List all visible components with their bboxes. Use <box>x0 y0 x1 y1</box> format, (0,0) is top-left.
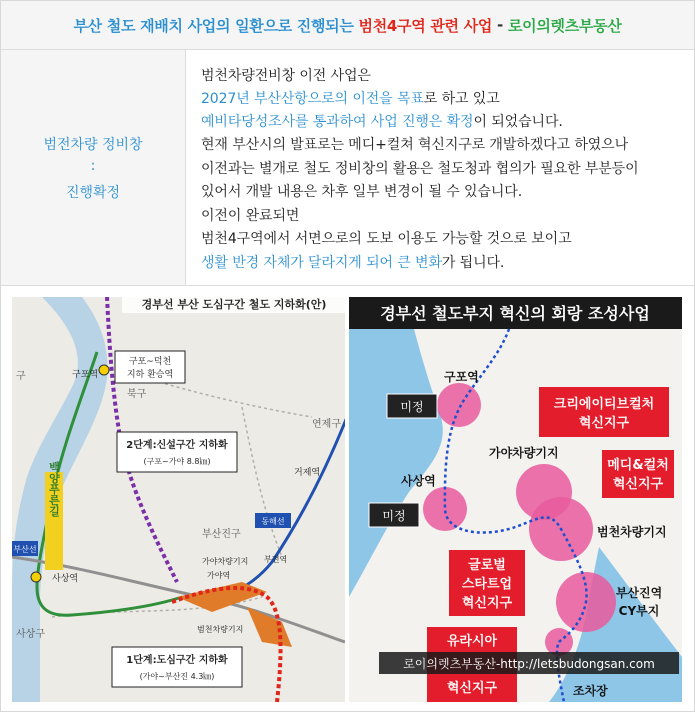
busanjin-l1: 부산진역 <box>615 586 663 600</box>
place-jocha: 조차장 <box>573 684 608 698</box>
stage1-sub: (가야~부산진 4.3㎞) <box>139 672 215 681</box>
content-line-6: 있어서 개발 내용은 차후 일부 변경이 될 수 있습니다. <box>201 184 523 200</box>
busanjin-l2: CY부지 <box>618 604 660 618</box>
content-line-7: 이전이 완료되면 <box>201 208 300 224</box>
title-dash: - <box>497 16 503 34</box>
tag-mijeong-1-label: 미정 <box>400 400 424 414</box>
left-caption: 경부선 부산 도심구간 철도 지하화(안) <box>141 298 327 311</box>
district-busanjin: 부산진구 <box>202 529 241 540</box>
box-global-l2: 스타트업 <box>461 577 513 592</box>
gupo-marker <box>99 365 109 375</box>
box-stage2 <box>117 432 237 472</box>
right-map <box>349 297 682 702</box>
station-gaya: 가야역 <box>207 571 231 580</box>
content-text: 로 하고 있고 <box>423 91 500 107</box>
content-line-2 <box>201 88 500 108</box>
box-gupo-line1: 구포~덕천 <box>128 357 172 367</box>
busan-line-label: 부산선 <box>13 545 37 554</box>
content-highlight: 예비타당성조사를 통과하여 사업 진행은 확정 <box>201 114 474 130</box>
station-geoje: 거제역 <box>294 468 321 478</box>
content-cell <box>186 50 694 286</box>
box-global-l1: 글로벌 <box>468 558 506 573</box>
label-line-3: 진행확정 <box>65 185 121 201</box>
station-bujeon: 부전역 <box>264 555 288 564</box>
content-highlight: 생활 반경 자체가 달라지게 되어 큰 변화 <box>201 255 442 271</box>
district-buk: 북구 <box>127 389 147 400</box>
box-global-l3: 혁신지구 <box>461 596 513 611</box>
depot-gaya: 가야차량기지 <box>489 446 559 460</box>
river-road-label: 백양푸른길 <box>47 461 61 517</box>
label-line-1: 범전차량 정비창 <box>43 137 143 153</box>
district-yeonje: 연제구 <box>312 419 341 430</box>
right-caption: 경부선 철도부지 혁신의 회랑 조성사업 <box>380 304 650 323</box>
right-map-graphic <box>349 297 682 702</box>
box-creative-l1: 크리에이티브컬처 <box>553 397 655 412</box>
label-cell <box>1 50 186 286</box>
gaya-depot-shape <box>177 582 267 612</box>
content-text: 가 됩니다. <box>441 255 505 271</box>
station-gupo: 구포역 <box>72 370 99 380</box>
content-highlight: 2027년 부산산항으로의 이전을 목표 <box>201 91 424 107</box>
content-line-5: 이전과는 별개로 철도 정비창의 활용은 철도청과 협의가 필요한 부분등이 <box>201 161 639 177</box>
title-part-blue: 부산 철도 재배치 사업의 일환으로 진행되는 <box>73 16 354 35</box>
box-gupo-line2: 지하 환승역 <box>126 370 174 380</box>
content-line-1: 범천차량전비창 이전 사업은 <box>201 68 371 84</box>
left-map <box>12 297 345 702</box>
box-creative-l2: 혁신지구 <box>578 416 630 431</box>
content-line-9 <box>201 252 504 272</box>
title-part-green: 로이의렛츠부동산 <box>507 16 622 35</box>
district-sasang: 사상구 <box>16 629 45 640</box>
table-title-row <box>1 1 694 50</box>
depot-beomcheon: 범천차량기지 <box>597 525 667 539</box>
station-sasang: 사상역 <box>401 474 436 488</box>
map-image <box>12 297 682 702</box>
sasang-marker <box>31 572 41 582</box>
stage2-sub: (구포~가야 8.8㎞) <box>143 457 211 466</box>
district-gu: 구 <box>16 371 26 382</box>
content-line-3 <box>201 111 563 131</box>
box-eurasia-l2: 혁신지구 <box>446 681 498 696</box>
title-part-red: 범천4구역 관련 사업 <box>358 16 493 35</box>
box-eurasia-l1: 유라시아 <box>446 634 498 649</box>
donghae-label: 동해선 <box>261 517 285 526</box>
stage1-title: 1단계:도심구간 지하화 <box>126 655 228 666</box>
label-line-2: : <box>90 158 96 174</box>
box-medi-l1: 메디&컬처 <box>607 458 669 473</box>
stage2-title: 2단계:신설구간 지하화 <box>126 440 228 451</box>
beomcheon-depot-shape <box>247 607 292 647</box>
depot-beomcheon-label: 범천차량기지 <box>197 625 244 634</box>
box-stage1 <box>112 647 242 687</box>
box-medi-l2: 혁신지구 <box>612 477 664 492</box>
content-line-8: 범천4구역에서 서면으로의 도보 이용도 가능할 것으로 보이고 <box>201 231 572 247</box>
tag-mijeong-2-label: 미정 <box>382 509 406 523</box>
station-gupo: 구포역 <box>444 370 479 384</box>
left-map-graphic <box>12 297 345 702</box>
zone-gupo <box>437 383 481 427</box>
station-sasang: 사상역 <box>52 574 79 584</box>
content-line-4: 현재 부산시의 발표로는 메디+컬쳐 혁신지구로 개발하겠다고 하였으나 <box>201 137 629 153</box>
depot-gaya-label: 가야차량기지 <box>202 557 249 566</box>
watermark: 로이의렛츠부동산-http://letsbudongsan.com <box>403 657 655 671</box>
content-text: 이 되었습니다. <box>473 114 563 130</box>
